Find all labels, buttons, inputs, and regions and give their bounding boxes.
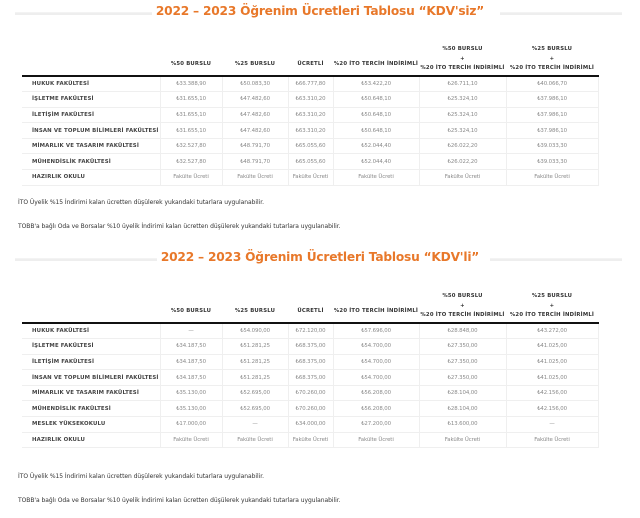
cell-burslu-50: ₺31.655,10 [160,107,222,123]
cell-burslu-25-ito-20: ₺41.025,00 [506,354,598,370]
cell-burslu-25-ito-20: ₺37.986,10 [506,92,598,108]
cell-burslu-50-ito-20: ₺26.022,20 [419,154,506,170]
cell-ito-20: ₺57.696,00 [333,323,419,339]
row-label: HUKUK FAKÜLTESİ [22,323,160,339]
cell-burslu-25: ₺47.482,60 [222,107,288,123]
column-header-line: %50 BURSLU [442,293,483,300]
column-header-burslu-50-ito-20 [419,291,506,323]
column-header-faculty [22,291,160,323]
table-row-mimarlik-ve-tasarim-fakultesi [22,385,598,401]
cell-burslu-50-ito-20: Fakülte Ücreti [419,432,506,448]
cell-burslu-25: ₺52.695,00 [222,385,288,401]
cell-ucretli: ₺70.260,00 [288,385,333,401]
cell-burslu-50-ito-20: ₺27.350,00 [419,339,506,355]
table-row-isletme-fakultesi [22,339,598,355]
cell-ucretli: ₺72.120,00 [288,323,333,339]
cell-burslu-25: ₺48.791,70 [222,138,288,154]
cell-burslu-25: ₺52.695,00 [222,401,288,417]
cell-burslu-25-ito-20: ₺41.025,00 [506,370,598,386]
cell-burslu-50: Fakülte Ücreti [160,170,222,186]
column-header-line: %20 İTO TERCİH İNDİRİMLİ [509,312,595,319]
cell-burslu-50: ₺34.187,50 [160,354,222,370]
table-row-insan-ve-toplum-bilimleri-fakultesi [22,123,598,139]
cell-burslu-50: ₺34.187,50 [160,370,222,386]
cell-ucretli: ₺68.375,00 [288,339,333,355]
cell-ito-20: ₺54.700,00 [333,370,419,386]
column-header-line: + [549,55,555,62]
column-header-line: %25 BURSLU [531,46,573,53]
section-1-title: 2022 – 2023 Öğrenim Ücretleri Tablosu “KDV'siz” [0,4,640,18]
cell-ucretli: ₺63.310,20 [288,92,333,108]
note-tobb-discount: TOBB'a bağlı Oda ve Borsalar %10 üyelik İndirimi kalan ücretten düşülerek yukandaki tutarlara uygulanabilir. [18,223,341,230]
cell-burslu-50: ₺35.130,00 [160,385,222,401]
column-header-burslu-25-ito-20 [506,291,598,323]
fees-table-kdv-excluded [22,44,599,186]
table-body [22,323,598,448]
cell-burslu-50-ito-20: ₺27.350,00 [419,370,506,386]
row-label: İŞLETME FAKÜLTESİ [22,92,160,108]
cell-burslu-25-ito-20: ₺42.156,00 [506,385,598,401]
cell-burslu-50-ito-20: ₺26.711,10 [419,76,506,92]
row-label: MÜHENDİSLİK FAKÜLTESİ [22,401,160,417]
cell-burslu-50-ito-20: ₺25.324,10 [419,107,506,123]
note-tobb-discount: TOBB'a bağlı Oda ve Borsalar %10 üyelik İndirimi kalan ücretten düşülerek yukandaki tutarlara uygulanabilir. [18,497,341,504]
cell-ito-20: Fakülte Ücreti [333,432,419,448]
cell-ucretli: ₺66.777,80 [288,76,333,92]
column-header-burslu-25: %25 BURSLU [234,60,276,67]
table-header [22,44,598,76]
cell-ito-20: ₺54.700,00 [333,339,419,355]
cell-burslu-25-ito-20: ₺43.272,00 [506,323,598,339]
column-header-burslu-25: %25 BURSLU [234,307,276,314]
row-label: HUKUK FAKÜLTESİ [22,76,160,92]
cell-burslu-25-ito-20: ₺42.156,00 [506,401,598,417]
column-header-line: %20 İTO TERCİH İNDİRİMLİ [509,65,595,72]
note-ito-discount: İTO Üyelik %15 İndirimi kalan ücretten düşülerek yukandaki tutarlara uygulanabilir. [18,199,264,206]
column-header-burslu-25-ito-20 [506,44,598,76]
cell-ucretli: ₺68.375,00 [288,354,333,370]
cell-burslu-50: ₺32.527,80 [160,154,222,170]
cell-burslu-25: ₺47.482,60 [222,123,288,139]
column-header-ucretli: ÜCRETLİ [297,60,324,67]
cell-burslu-25: — [222,417,288,433]
cell-burslu-25-ito-20: Fakülte Ücreti [506,432,598,448]
cell-ito-20: ₺56.208,00 [333,401,419,417]
cell-burslu-50: ₺34.187,50 [160,339,222,355]
table-row-iletisim-fakultesi [22,107,598,123]
cell-ito-20: Fakülte Ücreti [333,170,419,186]
column-header-burslu-50-ito-20 [419,44,506,76]
cell-ito-20: ₺50.648,10 [333,92,419,108]
cell-ito-20: ₺56.208,00 [333,385,419,401]
column-header-ito-20: %20 İTO TERCİH İNDİRİMLİ [333,307,419,314]
cell-ito-20: ₺50.648,10 [333,123,419,139]
cell-burslu-25-ito-20: ₺40.066,70 [506,76,598,92]
cell-ito-20: ₺54.700,00 [333,354,419,370]
row-label: İLETİŞİM FAKÜLTESİ [22,354,160,370]
column-header-burslu-50: %50 BURSLU [170,60,212,67]
cell-burslu-50: ₺17.000,00 [160,417,222,433]
cell-burslu-25: Fakülte Ücreti [222,170,288,186]
cell-burslu-25: ₺51.281,25 [222,354,288,370]
cell-burslu-50-ito-20: ₺25.324,10 [419,123,506,139]
cell-ito-20: ₺52.044,40 [333,138,419,154]
section-2-title-row [0,248,640,270]
fees-table-kdv-included [22,291,599,448]
column-header-line: %25 BURSLU [531,293,573,300]
header-row [22,291,598,323]
section-1-title-row [0,2,640,24]
column-header-line: %20 İTO TERCİH İNDİRİMLİ [420,65,505,72]
cell-burslu-50-ito-20: ₺13.600,00 [419,417,506,433]
cell-ito-20: ₺27.200,00 [333,417,419,433]
cell-burslu-50: ₺32.527,80 [160,138,222,154]
cell-burslu-25-ito-20: ₺39.033,30 [506,138,598,154]
row-label: MİMARLIK VE TASARIM FAKÜLTESİ [22,385,160,401]
cell-burslu-25: ₺51.281,25 [222,370,288,386]
row-label: İNSAN VE TOPLUM BİLİMLERİ FAKÜLTESİ [22,123,160,139]
cell-burslu-25: Fakülte Ücreti [222,432,288,448]
column-header-faculty [22,44,160,76]
row-label: İLETİŞİM FAKÜLTESİ [22,107,160,123]
cell-burslu-25: ₺47.482,60 [222,92,288,108]
header-row [22,44,598,76]
table-row-iletisim-fakultesi [22,354,598,370]
cell-burslu-50-ito-20: ₺26.022,20 [419,138,506,154]
cell-ucretli: ₺68.375,00 [288,370,333,386]
cell-burslu-50-ito-20: ₺27.350,00 [419,354,506,370]
cell-burslu-50: ₺33.388,90 [160,76,222,92]
cell-burslu-50-ito-20: Fakülte Ücreti [419,170,506,186]
cell-burslu-25-ito-20: ₺37.986,10 [506,123,598,139]
cell-ito-20: ₺50.648,10 [333,107,419,123]
note-ito-discount: İTO Üyelik %15 İndirimi kalan ücretten düşülerek yukandaki tutarlara uygulanabilir. [18,473,264,480]
cell-burslu-25: ₺50.083,30 [222,76,288,92]
cell-burslu-50: ₺31.655,10 [160,123,222,139]
cell-burslu-50-ito-20: ₺28.104,00 [419,401,506,417]
cell-burslu-25: ₺51.281,25 [222,339,288,355]
cell-ucretli: ₺65.055,60 [288,138,333,154]
column-header-line: %20 İTO TERCİH İNDİRİMLİ [420,312,505,319]
column-header-ucretli: ÜCRETLİ [297,307,324,314]
column-header-line: + [549,302,555,309]
column-header-line: + [460,302,465,309]
table-row-hazirlik-okulu [22,170,598,186]
cell-ucretli: ₺63.310,20 [288,107,333,123]
table-row-meslek-yuksekokulu [22,417,598,433]
cell-burslu-25-ito-20: Fakülte Ücreti [506,170,598,186]
cell-burslu-50: ₺35.130,00 [160,401,222,417]
table-header [22,291,598,323]
cell-burslu-50: — [160,323,222,339]
table-body [22,76,598,185]
table-row-insan-ve-toplum-bilimleri-fakultesi [22,370,598,386]
cell-burslu-50: ₺31.655,10 [160,92,222,108]
cell-ito-20: ₺52.044,40 [333,154,419,170]
row-label: HAZIRLIK OKULU [22,432,160,448]
cell-burslu-25-ito-20: ₺39.033,30 [506,154,598,170]
cell-ucretli: ₺65.055,60 [288,154,333,170]
table-row-muhendislik-fakultesi [22,154,598,170]
table-row-hukuk-fakultesi [22,76,598,92]
cell-ucretli: ₺63.310,20 [288,123,333,139]
cell-ucretli: ₺34.000,00 [288,417,333,433]
cell-ito-20: ₺53.422,20 [333,76,419,92]
cell-burslu-25-ito-20: — [506,417,598,433]
column-header-line: %50 BURSLU [442,46,483,53]
cell-ucretli: Fakülte Ücreti [288,170,333,186]
row-label: HAZIRLIK OKULU [22,170,160,186]
table-row-muhendislik-fakultesi [22,401,598,417]
cell-burslu-25-ito-20: ₺37.986,10 [506,107,598,123]
row-label: MÜHENDİSLİK FAKÜLTESİ [22,154,160,170]
table-row-mimarlik-ve-tasarim-fakultesi [22,138,598,154]
cell-burslu-25-ito-20: ₺41.025,00 [506,339,598,355]
table-row-hukuk-fakultesi [22,323,598,339]
column-header-burslu-50: %50 BURSLU [170,307,212,314]
column-header-ito-20: %20 İTO TERCİH İNDİRİMLİ [333,60,419,67]
cell-burslu-25: ₺48.791,70 [222,154,288,170]
cell-burslu-50: Fakülte Ücreti [160,432,222,448]
row-label: İNSAN VE TOPLUM BİLİMLERİ FAKÜLTESİ [22,370,160,386]
row-label: MİMARLIK VE TASARIM FAKÜLTESİ [22,138,160,154]
section-2-title: 2022 – 2023 Öğrenim Ücretleri Tablosu “KDV'li” [0,250,640,264]
table-row-isletme-fakultesi [22,92,598,108]
row-label: MESLEK YÜKSEKOKULU [22,417,160,433]
cell-ucretli: ₺70.260,00 [288,401,333,417]
column-header-line: + [460,55,465,62]
cell-burslu-50-ito-20: ₺28.848,00 [419,323,506,339]
row-label: İŞLETME FAKÜLTESİ [22,339,160,355]
cell-burslu-50-ito-20: ₺28.104,00 [419,385,506,401]
table-row-hazirlik-okulu [22,432,598,448]
cell-ucretli: Fakülte Ücreti [288,432,333,448]
cell-burslu-25: ₺54.090,00 [222,323,288,339]
cell-burslu-50-ito-20: ₺25.324,10 [419,92,506,108]
